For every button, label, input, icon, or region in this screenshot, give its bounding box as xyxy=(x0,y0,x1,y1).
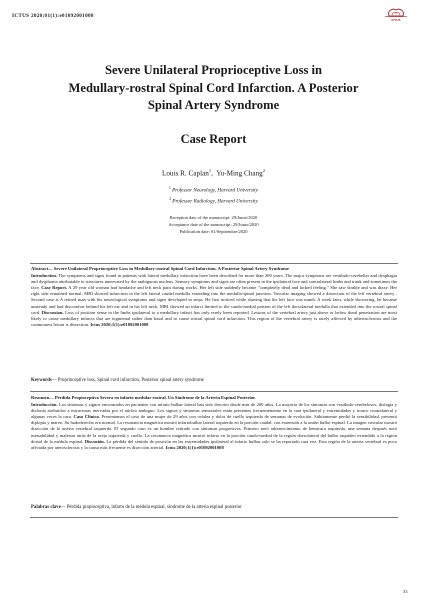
section-label: Case Report. xyxy=(39,285,68,291)
paper-title xyxy=(40,62,387,115)
author-list xyxy=(40,168,387,177)
affiliations xyxy=(40,184,387,205)
author-name: Yu-Ming Chang xyxy=(216,169,263,178)
abstract-heading: Resumen— Pérdida Propioceptiva Severa en infarto medular rostral. Un Síndrome de la Arteria Espinal Posterior. xyxy=(31,395,256,400)
page-number: 33 xyxy=(403,589,408,594)
article-type: Case Report xyxy=(180,132,247,146)
affiliation-text: Professor Neurology, Harvard University xyxy=(172,187,258,194)
affil-marker: 1 xyxy=(169,186,171,190)
affiliation-line xyxy=(40,184,387,195)
keywords-label: Palabras clave xyxy=(31,505,61,510)
author-name: Louis R. Caplan xyxy=(161,169,209,178)
keywords-spanish xyxy=(31,505,397,510)
logo-text: ICTUS xyxy=(391,18,401,22)
section-label: Discusión. xyxy=(83,438,105,444)
received-date: Reception date of the manuscript: 29/Junio/2020 xyxy=(169,215,258,220)
journal-identifier: ICTUS 2020;01(1):e01092001008 xyxy=(12,13,94,19)
divider xyxy=(30,391,398,392)
keywords-text: — Pérdida propioceptiva, infarto de la médula espinal, síndrome de la arteria espinal posterior xyxy=(60,505,242,510)
abstract-text: The symptoms and signs found in patients with lateral medullary infarction have been described for more than 200 years. The major symptoms are vestibulo-cerebellar and dysphagia and dysphonia attributable to structures innervated by the ambiguous nucleus. Sensory symptoms and signs are often present in the ipsilateral face and contralateral limbs and trunk and sometimes the face. xyxy=(31,273,398,291)
abstract-text: Loss of position sense in the limbs ipsilateral to a medullary infarct has only rarely been reported. Lesions of the vertebral artery just above or below dural penetration are most likely to cause medullary infarcts that are tegmental rather than basal and to cause rostral spinal cord infarction. This region of the vertebral artery is rarely affected by atherosclerosis and the commonest lesion is dissection. xyxy=(31,309,397,327)
author-separator: , xyxy=(211,169,217,178)
abstract-text: Presentamos el caso de una mujer de 29 años con cefalea y dolor de cuello izquierdo de semanas de evolución. Súbitamente perdió la sensibilidad, presentó diplopía y mareo. Su hadoderecho era normal. La resonancia magnética mostró infartobulbar lateral izquierdo en la porción caudal, con extensión a la unión bulbo-espinal. La imagen vascular mostró disección de la arteria vertebral izquierda. El segundo caso es un hombre retirado con síntomas progresivos. Primero notó adormecimiento de hemicara izquierda, una semana después notó inestabilidad y malestar atrás de la oreja izquierda y cuello. La resonancia magnética mostró infarto en la porción caudo-medial de la región dorsolateral del bulbo raquídeo extendido a la región dorsal de la médula espinal. xyxy=(31,414,397,444)
accepted-date: Acceptance date of the manuscript: 29/Junio/2020 xyxy=(168,222,259,228)
divider xyxy=(30,517,398,518)
abstract-heading: Abstract— Severe Unilateral Proprioceptive Loss in Medullary-rostral Spinal Cord Infarction. A Posterior Spinal Artery Syndrome xyxy=(31,266,289,271)
section-label: Introduction. xyxy=(31,273,58,279)
section-label: Caso Clínico. xyxy=(71,414,100,420)
title-line: Spinal Artery Syndrome xyxy=(147,98,280,112)
abstract-body xyxy=(31,402,397,451)
divider xyxy=(30,263,398,264)
affil-marker: 2 xyxy=(169,196,171,201)
section-label: Discussion. xyxy=(40,309,64,315)
author-affil-marker: 2 xyxy=(262,168,266,173)
title-line: Medullary-rostral Spinal Cord Infarction. A Posterior xyxy=(68,80,359,95)
keywords-label: Keywords xyxy=(31,378,52,383)
affiliation-line xyxy=(40,195,387,206)
abstract-text: A 29 year old woman had headache and left neck pain during works. Her left side suddenly became "completely dead and lacked feeling." She saw double and was dizzy. Her right side remained normal. MRI showed infarction in the left lateral caudal medulla extending into the medulla-spinal junction. Vascular imaging showed a dissection of the left vertebral artery . Second case is A retired man with his neurological symptoms and signs developed in steps. He first noticed while shaving that his left face was numb. A week later, while showering, he became unsteady and had discomfort behind his left ear and in his left neck. MRI showed an infarct limited to the caudo-medial portion of the left dorsolateral medulla that extended into the rostral spinal cord. xyxy=(31,285,397,315)
abstract-body xyxy=(31,273,397,328)
manuscript-dates xyxy=(40,214,387,236)
section-label: Introducción. xyxy=(31,402,58,408)
affiliation-text: Professor Radiology, Harvard University xyxy=(172,198,258,205)
abstract-spanish xyxy=(31,395,397,451)
abstract-text: La pérdida del sentido de posición en las extremidades ipsilateral al infarto bulbar solo se ha reportado rara vez. Esta región de la arteria vertebral es poco afectada por aterosclerosis y la causa más frecuente es disección arterial. xyxy=(31,438,397,450)
journal-logo xyxy=(379,8,413,22)
title-line: Severe Unilateral Proprioceptive Loss in xyxy=(104,63,323,77)
abstract-english xyxy=(31,266,397,328)
citation: Ictus 2020;1(1):e01092001008 xyxy=(89,321,149,327)
keywords-english xyxy=(31,378,397,383)
citation: Ictus 2020;1(1):e01092001008 xyxy=(164,444,224,450)
keywords-text: — Proprioceptive loss, Spinal cord infarction, Posterior spinal artery syndrome xyxy=(51,378,204,383)
abstract-text: Los síntomas y signos encontrados en pacientes con infarto bulbar lateral han sido descrito desde más de 200 años. La mayoría de los síntomas son vestíbulo-cerebelosos, disfagia y disfonía atribuidos a estructuras inervadas por el núcleo ambiguo. Los signos y síntomas sensoriales están presentes frecuentemente en la cara ipsilateral y extremidades y tronco contralateral y algunas veces la cara. xyxy=(31,402,397,420)
publication-date: Publication date: 01/Septiembre/2020 xyxy=(179,229,248,235)
author-affil-marker: 1 xyxy=(208,168,212,173)
brain-logo-icon xyxy=(379,8,413,18)
